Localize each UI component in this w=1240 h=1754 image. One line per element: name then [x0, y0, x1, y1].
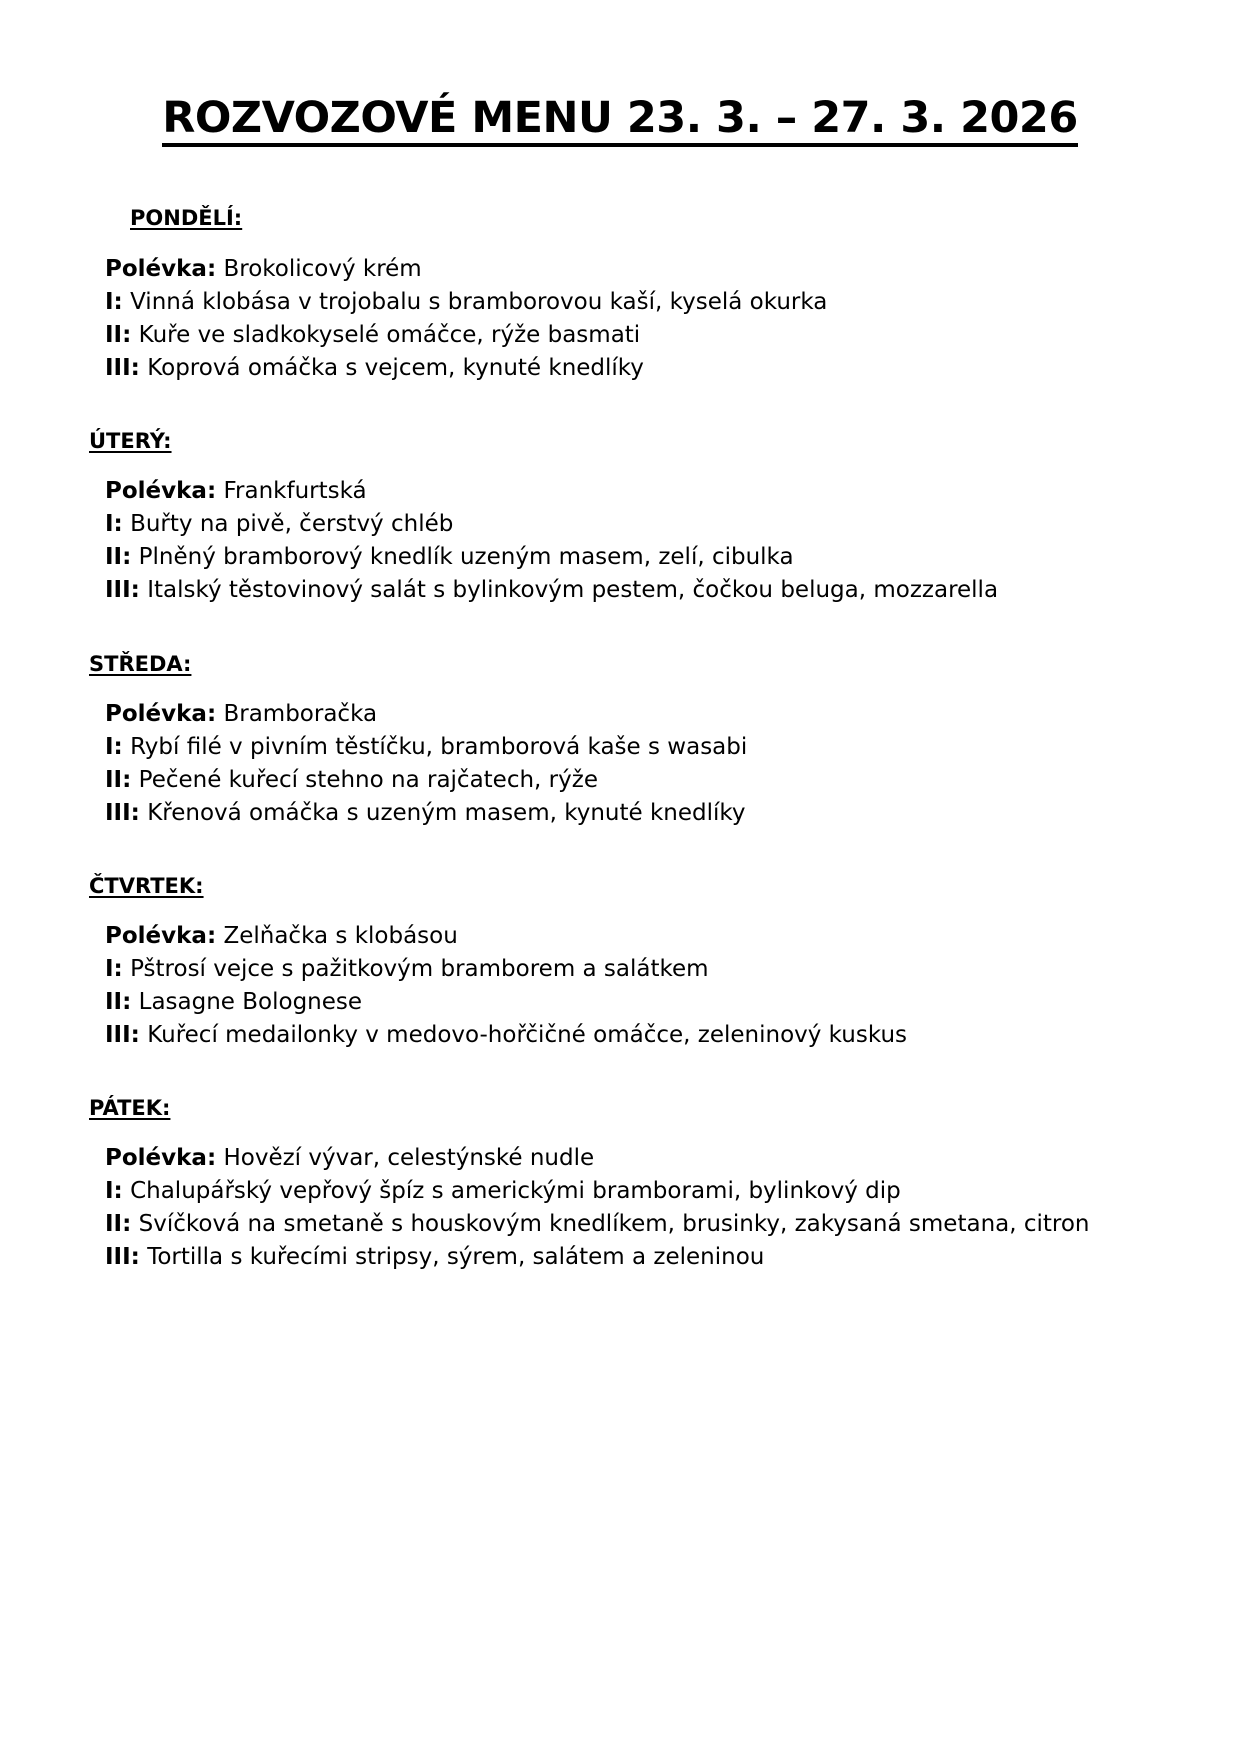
- meal-label: Polévka:: [105, 701, 217, 727]
- meal-label: II:: [105, 767, 132, 793]
- meal-label: II:: [105, 322, 132, 348]
- meal-text: Plněný bramborový knedlík uzeným masem, zelí, cibulka: [138, 544, 794, 570]
- meal-monday-3: [105, 352, 644, 385]
- meal-text: Lasagne Bolognese: [138, 989, 363, 1015]
- day-heading-tuesday: ÚTERÝ:: [89, 429, 172, 453]
- meal-label: III:: [105, 1022, 140, 1048]
- meal-label: III:: [105, 577, 140, 603]
- meal-text: Italský těstovinový salát s bylinkovým pestem, čočkou beluga, mozzarella: [147, 577, 999, 603]
- meal-friday-soup: [105, 1142, 594, 1175]
- meal-tuesday-1: [105, 508, 453, 541]
- meal-monday-1: [105, 286, 827, 319]
- day-heading-thursday: ČTVRTEK:: [89, 874, 204, 898]
- meal-monday-soup: [105, 253, 422, 286]
- meal-text: Křenová omáčka s uzeným masem, kynuté knedlíky: [147, 800, 746, 826]
- meal-label: I:: [105, 956, 123, 982]
- meal-label: II:: [105, 544, 132, 570]
- meal-text: Vinná klobása v trojobalu s bramborovou kaší, kyselá okurka: [130, 289, 828, 315]
- day-heading-friday: PÁTEK:: [89, 1096, 171, 1120]
- meal-text: Hovězí vývar, celestýnské nudle: [223, 1145, 595, 1171]
- meal-wednesday-2: [105, 764, 598, 797]
- meal-friday-2: [105, 1208, 1090, 1241]
- meal-label: Polévka:: [105, 256, 217, 282]
- day-heading-wednesday: STŘEDA:: [89, 652, 192, 676]
- meal-label: I:: [105, 511, 123, 537]
- meal-thursday-3: [105, 1019, 907, 1052]
- meal-wednesday-1: [105, 731, 747, 764]
- meal-label: III:: [105, 800, 140, 826]
- page-title-text: ROZVOZOVÉ MENU 23. 3. – 27. 3. 2026: [162, 93, 1078, 147]
- meal-monday-2: [105, 319, 640, 352]
- meal-text: Bramboračka: [223, 701, 378, 727]
- meal-label: Polévka:: [105, 1145, 217, 1171]
- meal-label: I:: [105, 1178, 123, 1204]
- meal-friday-3: [105, 1241, 764, 1274]
- meal-label: II:: [105, 989, 132, 1015]
- meal-tuesday-soup: [105, 475, 367, 508]
- meal-tuesday-2: [105, 541, 794, 574]
- meal-label: III:: [105, 355, 140, 381]
- day-heading-monday: PONDĚLÍ:: [130, 206, 243, 230]
- meal-text: Pečené kuřecí stehno na rajčatech, rýže: [138, 767, 598, 793]
- meal-text: Svíčková na smetaně s houskovým knedlíkem, brusinky, zakysaná smetana, citron: [138, 1211, 1090, 1237]
- meal-text: Buřty na pivě, čerstvý chléb: [130, 511, 454, 537]
- meal-label: Polévka:: [105, 923, 217, 949]
- meal-text: Kuře ve sladkokyselé omáčce, rýže basmati: [138, 322, 641, 348]
- meal-thursday-1: [105, 953, 709, 986]
- meal-thursday-2: [105, 986, 362, 1019]
- meal-text: Frankfurtská: [223, 478, 367, 504]
- meal-text: Tortilla s kuřecími stripsy, sýrem, salátem a zeleninou: [147, 1244, 765, 1270]
- meal-thursday-soup: [105, 920, 458, 953]
- page-title: [0, 88, 1240, 148]
- meal-text: Pštrosí vejce s pažitkovým bramborem a salátkem: [130, 956, 709, 982]
- meal-wednesday-soup: [105, 698, 377, 731]
- meal-text: Brokolicový krém: [223, 256, 422, 282]
- meal-label: Polévka:: [105, 478, 217, 504]
- meal-text: Zelňačka s klobásou: [223, 923, 458, 949]
- meal-label: I:: [105, 289, 123, 315]
- meal-text: Rybí filé v pivním těstíčku, bramborová kaše s wasabi: [130, 734, 748, 760]
- meal-label: III:: [105, 1244, 140, 1270]
- meal-text: Kuřecí medailonky v medovo-hořčičné omáčce, zeleninový kuskus: [147, 1022, 908, 1048]
- meal-text: Koprová omáčka s vejcem, kynuté knedlíky: [147, 355, 644, 381]
- meal-friday-1: [105, 1175, 901, 1208]
- meal-tuesday-3: [105, 574, 998, 607]
- meal-text: Chalupářský vepřový špíz s americkými bramborami, bylinkový dip: [130, 1178, 901, 1204]
- meal-label: II:: [105, 1211, 132, 1237]
- meal-wednesday-3: [105, 797, 746, 830]
- meal-label: I:: [105, 734, 123, 760]
